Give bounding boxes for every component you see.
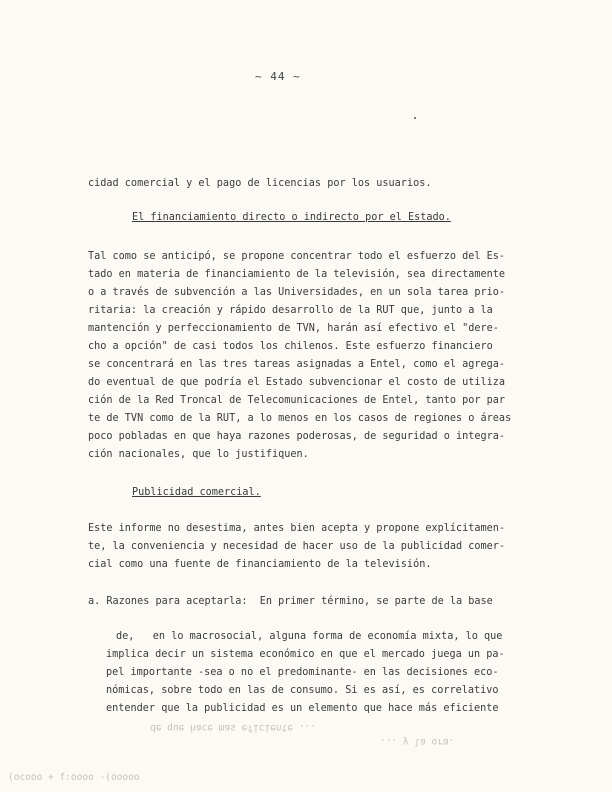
text-line: pel importante -sea o no el predominante- en las decisiones eco-	[106, 667, 499, 678]
text-line: poco pobladas en que haya razones poderosas, de seguridad o integra-	[88, 431, 506, 442]
text-line: ritaria: la creación y rápido desarrollo de la RUT que, junto a la	[88, 305, 493, 316]
text-line: cho a opción" de casi todos los chilenos. Este esfuerzo financiero	[88, 341, 493, 352]
text-line: cidad comercial y el pago de licencias por los usuarios.	[88, 178, 432, 189]
text-line: implica decir un sistema económico en que el mercado juega un pa-	[106, 649, 505, 660]
text-line: ción nacionales, que lo justifiquen.	[88, 449, 309, 460]
ink-speck	[414, 117, 416, 119]
text-line: Tal como se anticipó, se propone concentrar todo el esfuerzo del Es-	[88, 251, 506, 262]
text-line: tado en materia de financiamiento de la televisión, sea directamente	[88, 269, 506, 280]
text-line: do eventual de que podría el Estado subvencionar el costo de utiliza	[88, 377, 506, 388]
text-line: se concentrará en las tres tareas asignadas a Entel, como el agrega-	[88, 359, 506, 370]
page-number: ~ 44 ~	[255, 70, 301, 83]
text-line: te, la conveniencia y necesidad de hacer uso de la publicidad comer-	[88, 541, 506, 552]
text-line: de, en lo macrosocial, alguna forma de economía mixta, lo que	[116, 631, 503, 642]
text-line: mantención y perfeccionamiento de TVN, harán así efectivo el "dere-	[88, 323, 499, 334]
bleed-through-text: de que hace mas eficiente ...	[150, 722, 316, 733]
section-heading: El financiamiento directo o indirecto por el Estado.	[132, 212, 451, 223]
text-line: ción de la Red Troncal de Telecomunicaciones de Entel, tanto por par	[88, 395, 506, 406]
text-line: a. Razones para aceptarla: En primer término, se parte de la base	[88, 596, 493, 607]
text-line: cial como una fuente de financiamiento de la televisión.	[88, 559, 432, 570]
text-line: o a través de subvención a las Universidades, en un sola tarea prio-	[88, 287, 506, 298]
text-line: te de TVN como de la RUT, a lo menos en los casos de regiones o áreas	[88, 413, 512, 424]
bleed-through-text: ... y la ora.	[380, 736, 455, 747]
text-line: nómicas, sobre todo en las de consumo. Si es así, es correlativo	[106, 685, 499, 696]
section-heading: Publicidad comercial.	[132, 487, 261, 498]
text-line: entender que la publicidad es un elemento que hace más eficiente	[106, 703, 499, 714]
bleed-through-text: (ocooo + f:oooo -(ooooo	[8, 772, 140, 783]
text-line: Este informe no desestima, antes bien acepta y propone explícitamen-	[88, 523, 506, 534]
